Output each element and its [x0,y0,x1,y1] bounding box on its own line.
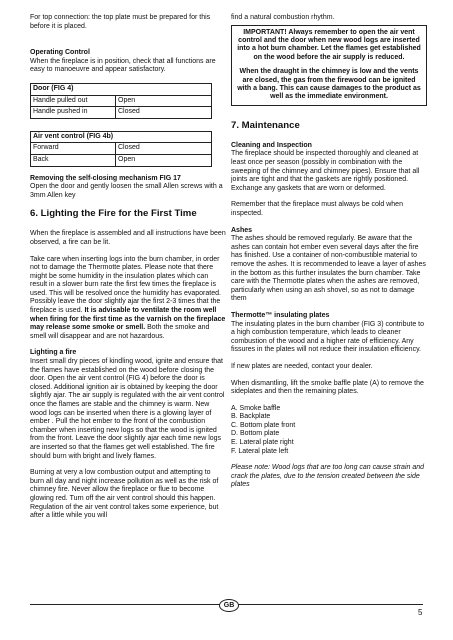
table-row [31,143,212,155]
air-vent-key: Back [31,154,116,166]
door-value: Open [116,95,212,107]
important-notice-box [231,25,427,106]
thermotte-heading: Thermotte™ insulating plates [231,311,330,319]
operating-control-heading: Operating Control [30,49,90,57]
ashes-text: The ashes should be removed regularly. Be aware that the ashes can contain hot ember even several days after the fire has finished. Use a container of non-combustible material to remove the ashes. It is recommended to leave a layer of ashes in the bottom as this further insulates the burn chamber. Take care with the Thermotte plates when the ashes are removed, particularly when using an ash shovel, so as not to damage them [231,235,426,303]
continued-text: find a natural combustion rhythm. [231,14,335,21]
section-6-heading: 6. Lighting the Fire for the First Time [30,208,197,220]
wood-log-note: Please note: Wood logs that are too long can cause strain and crack the plates, due to the tension created between the side plates [231,464,425,489]
list-item: C. Bottom plate front [231,421,296,429]
section-6-text-end: Both the smoke and smell will disappear and are not hazardous. [30,324,210,340]
dismantling-text: When dismantling, lift the smoke baffle plate (A) to remove the sideplates and then the remaining plates. [231,379,424,396]
air-vent-table [30,131,212,167]
list-item: F. Lateral plate left [231,447,289,455]
section-6-text: Take care when inserting logs into the burn chamber, in order not to damage the Thermotte plates. Please note that there might be some humidity in the insulation plates which can result in a slower burn rate the first few times the fireplace is used. This will be resolved once the humidity has evaporated. Possibly leave the door slightly ajar the first 2-3 times that the fireplace is used. [30,255,221,315]
table-row [31,154,212,166]
table-row [31,95,212,107]
language-badge: GB [219,599,239,612]
door-key: Handle pulled out [31,95,116,107]
air-vent-value: Closed [116,143,212,155]
spacer [30,39,226,49]
operating-control-text: When the fireplace is in position, check that all functions are easy to manoeuvre and appear satisfactory. [30,57,216,74]
left-column [30,14,226,529]
important-notice: IMPORTANT! Always remember to open the air vent control and the door when new wood logs are inserted into a hot burn chamber. Let the flames get established on the wood before the air supply is reduced. [237,28,421,61]
ashes-heading: Ashes [231,226,253,234]
door-table [30,83,212,119]
new-plates-text: If new plates are needed, contact your dealer. [231,362,373,370]
list-item: E. Lateral plate right [231,439,294,447]
lighting-heading: Lighting a fire [30,349,77,357]
removing-text: Open the door and gently loosen the small Allen screws with a 3mm Allen key [30,183,223,199]
section-6-intro: When the fireplace is assembled and all instructions have been observed, a fire can be lit. [30,230,226,246]
air-vent-table-title: Air vent control (FIG 4b) [31,131,212,143]
intro-text: For top connection: the top plate must be prepared for this before it is placed. [30,14,211,30]
section-7-heading: 7. Maintenance [231,119,300,131]
thermotte-text: The insulating plates in the burn chamber (FIG 3) contribute to a high combustion temperature, which leads to cleaner combustion of the wood and a higher rate of efficiency. Any fissures in the plates will not reduce their insulation efficiency. [231,320,424,354]
right-column [231,14,427,498]
cleaning-heading: Cleaning and Inspection [231,141,312,149]
cleaning-text: The fireplace should be inspected thoroughly and cleaned at least once per season (possibly in combination with the sweeping of the chimney and chimney pipes). Ensure that all joints are tight and that the gaskets are rightly positioned. Exchange any gaskets that are worn or deformed. [231,150,420,192]
list-item: D. Bottom plate [231,430,280,438]
door-value: Closed [116,107,212,119]
air-vent-value: Open [116,154,212,166]
page-number: 5 [418,608,423,617]
door-table-title: Door (FIG 4) [31,83,212,95]
table-row [31,107,212,119]
ventilation-warning: It is advisable to ventilate the room well when firing for the first time as the varnish on the fireplace may release some smoke or smell. [30,307,226,332]
plate-parts-list [231,405,427,457]
remember-text: Remember that the fireplace must always be cold when inspected. [231,201,403,217]
lighting-text-2: Burning at very a low combustion output and attempting to burn all day and night increase pollution as well as the risk of chimney fire. Never allow the fireplace or flue to become glowing red. Turn off the air vent control should this happen. Regulation of the air vent control takes some experience, but after a little while you will [30,469,219,520]
draught-warning: When the draught in the chimney is low and the vents are closed, the gas from the firewood can be ignited with a bang. This can cause damages to the product as well as the immediate environment. [237,68,421,101]
air-vent-key: Forward [31,143,116,155]
section-6-paragraph [30,256,226,342]
removing-heading: Removing the self-closing mechanism FIG 17 [30,174,181,182]
lighting-text: Insert small dry pieces of kindling wood, ignite and ensure that the flames have established on the wood before closing the door. Open the air vent control (FIG 4) before the door is closed. Additional ignition air is obtained by keeping the door slightly ajar. The air supply is regulated with the air vent control once the flames are stable and the chimney is warm. New wood logs can be inserted when there is a glowing layer of ember . Pull the hot ember to the front of the combustion chamber when inserting new logs so that the wood is ignited from the front. Leave the door slightly ajar each time new logs are inserted so that the flames get well established. The fire should burn with bright and lively flames. [30,358,225,460]
door-key: Handle pushed in [31,107,116,119]
list-item: A. Smoke baffle [231,404,281,412]
list-item: B. Backplate [231,413,271,421]
